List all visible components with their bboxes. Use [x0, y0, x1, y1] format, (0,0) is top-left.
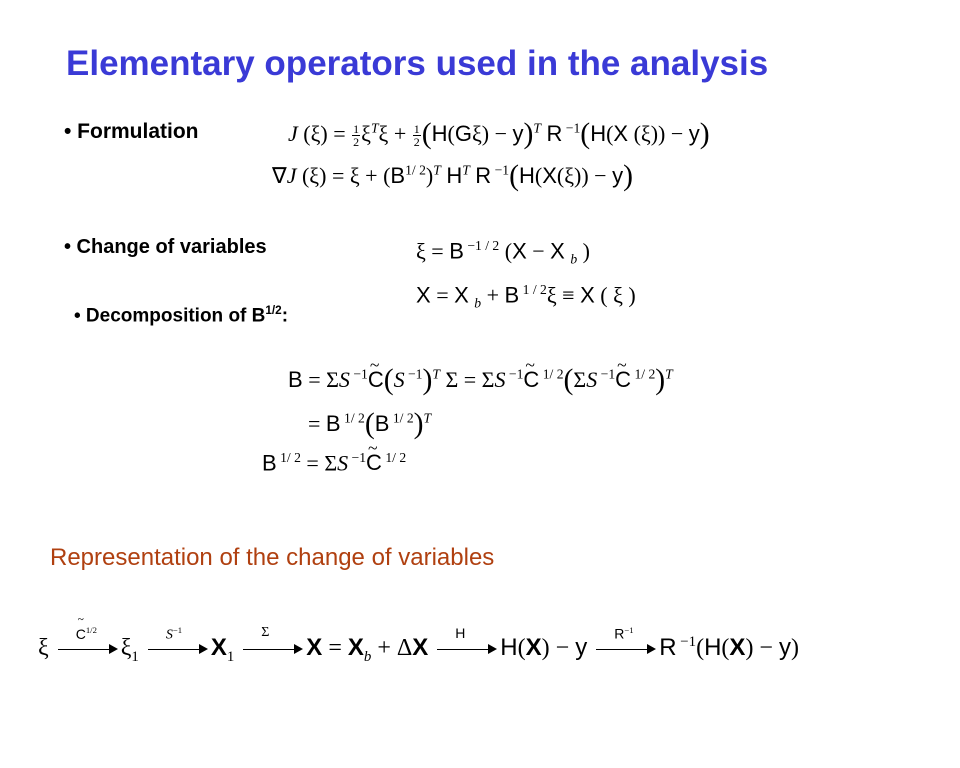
weighted-innovation-expression: R $^{-1}$(H(X) − y) — [659, 634, 799, 661]
gradient-equation: ∇J $(\xi) = \xi + (B^{1/ 2})^T$ $H^T$ R $^{-1}$(H(X(ξ)) − y) — [272, 160, 633, 192]
cost-function-equation: J (ξ) = $\frac{1}{2}$ $\xi^T\xi$ + $\frac{1}{2}$ $(H(G\xi) - y)^T$ R $^{-1}$(H(X (ξ)) − y) — [288, 118, 710, 150]
x-increment-expression: $X = X_b + \Delta X$ — [306, 634, 429, 665]
arrow-h: H — [437, 639, 497, 659]
page-title: Elementary operators used in the analysis — [66, 44, 769, 83]
bullet-formulation: • Formulation — [64, 120, 199, 143]
bullet-change-of-variables: • Change of variables — [64, 236, 267, 258]
x-definition-equation: X = X $_b$ + B $^{1 / 2}$ξ ≡ X ( ξ ) — [416, 282, 636, 311]
arrow-c-half: ~ $C^{1/2}$ — [58, 639, 118, 659]
arrow-s-inverse: $S^{-1}$ — [148, 639, 208, 659]
section-subtitle: Representation of the change of variables — [50, 544, 495, 571]
x1-symbol: $X_1$ — [210, 634, 235, 665]
b-sqrt-definition-equation: B $^{1/ 2}$ = ΣS $^{-1}$~ C $^{1/ 2}$ — [262, 450, 406, 476]
arrow-sigma: Σ — [243, 639, 303, 659]
arrow-r-inverse: $R^{-1}$ — [596, 639, 656, 659]
xi-definition-equation: ξ = B $^{-1 / 2}$ (X − X $_b$ ) — [416, 238, 590, 267]
innovation-expression: H(X) − y — [500, 634, 588, 661]
b-decomposition-equation: B = ΣS $^{-1}$~ C(S $^{-1}$)$^T$ Σ = ΣS $^{-1}$~ C $^{1/ 2}$(ΣS $^{-1}$~ C $^{1/ 2}$)$^T$ — [288, 364, 673, 397]
xi1-symbol: $\xi_1$ — [120, 635, 139, 665]
b-sqrt-product-equation: = B $^{1/ 2}$(B $^{1/ 2}$)$^T$ — [308, 408, 432, 440]
bullet-decomposition: • Decomposition of $B^{1/2}$: — [74, 304, 289, 327]
xi-symbol: ξ — [38, 635, 49, 661]
operator-chain — [38, 625, 799, 666]
